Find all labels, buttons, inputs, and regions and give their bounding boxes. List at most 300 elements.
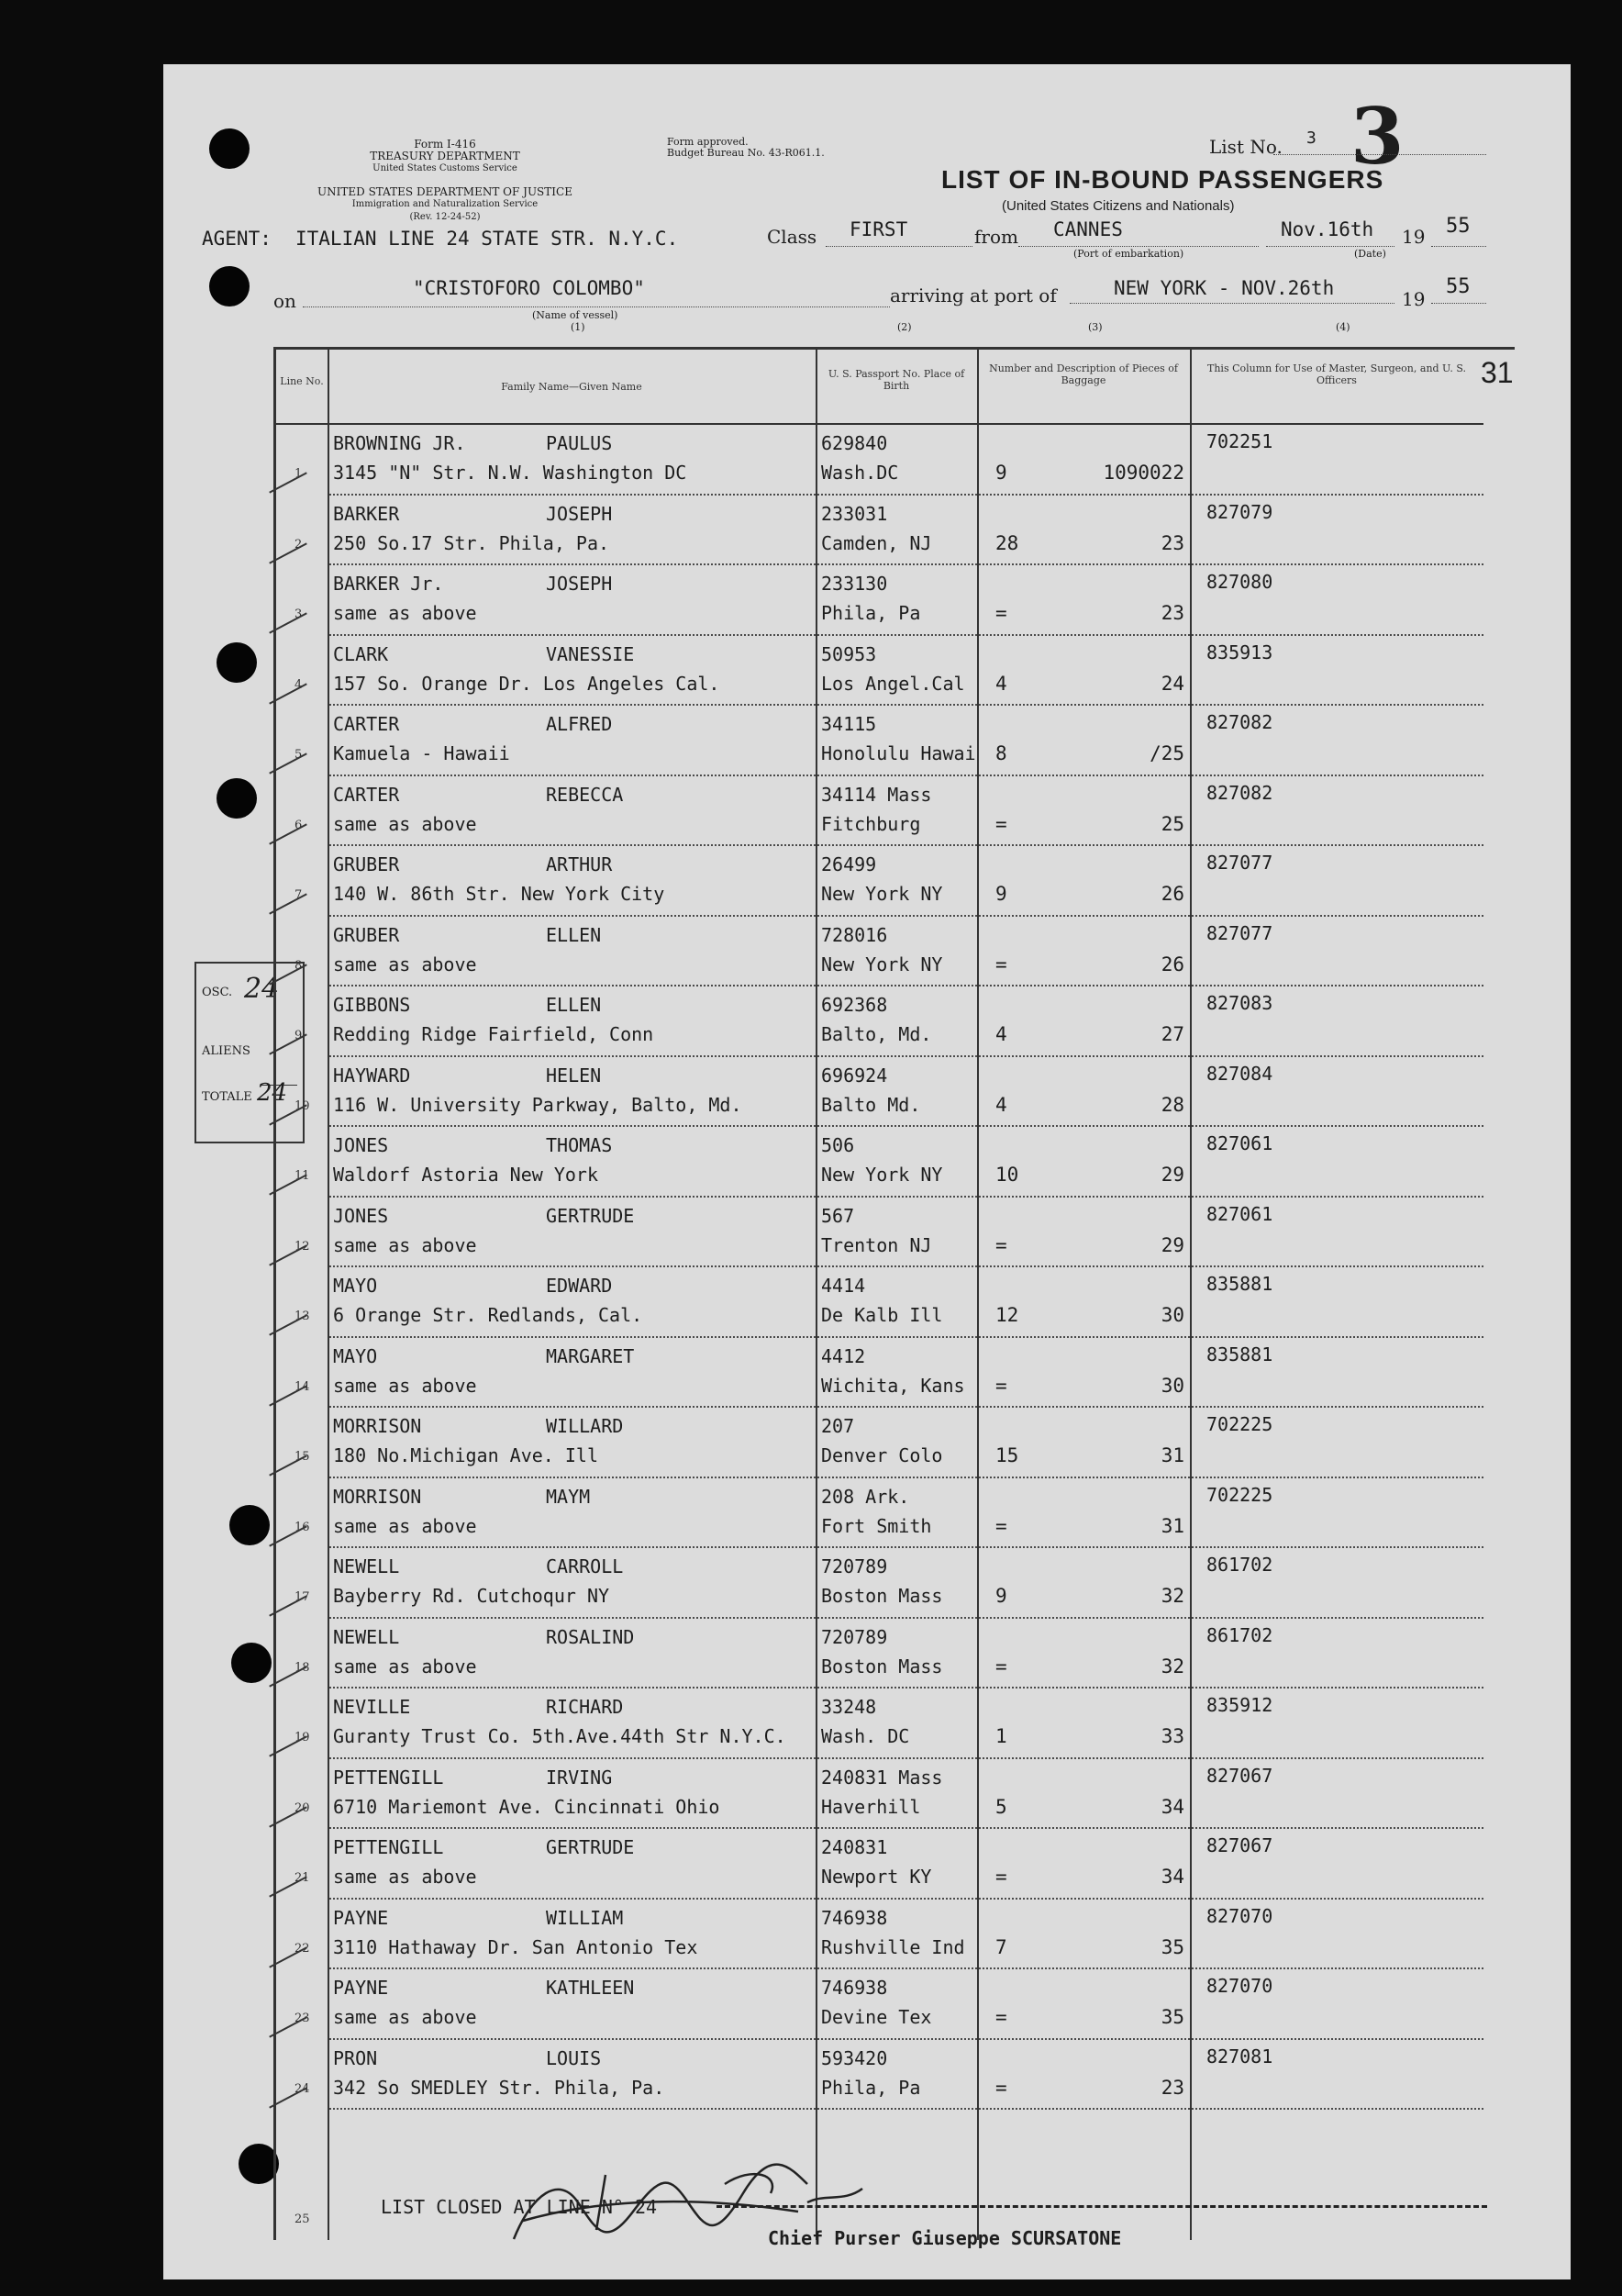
baggage-tag: 30	[1161, 1374, 1184, 1397]
line-number: 20	[294, 1800, 310, 1815]
baggage-tag: 30	[1161, 1304, 1184, 1326]
baggage-tag: 23	[1161, 602, 1184, 624]
baggage-tag: /25	[1150, 742, 1184, 764]
line-number: 21	[294, 1871, 310, 1885]
line-number: 11	[294, 1169, 310, 1183]
passenger-table	[273, 347, 1515, 2249]
check-mark	[269, 1314, 307, 1335]
year-line	[1431, 303, 1486, 304]
baggage-pieces: =	[995, 953, 1007, 975]
officer-number: 702251	[1206, 430, 1273, 452]
family-name: PRON	[333, 2046, 378, 2069]
baggage-tag: 23	[1161, 531, 1184, 554]
officer-number: 861702	[1206, 1623, 1273, 1646]
list-number: 3	[1350, 91, 1405, 182]
year-prefix: 19	[1402, 226, 1426, 248]
check-mark	[269, 1946, 307, 1967]
given-name: GERTRUDE	[546, 1836, 635, 1858]
baggage-pieces: 7	[995, 1935, 1007, 1958]
line-number: 25	[294, 2212, 310, 2226]
family-name: PETTENGILL	[333, 1836, 444, 1858]
line-number: 19	[294, 1731, 310, 1744]
line-number: 13	[294, 1310, 310, 1323]
given-name: RICHARD	[546, 1696, 624, 1718]
form-approved: Form approved.	[667, 136, 749, 148]
officer-number: 702225	[1206, 1413, 1273, 1435]
officer-number: 827083	[1206, 992, 1273, 1014]
baggage-pieces: 4	[995, 1093, 1007, 1116]
treasury-department: TREASURY DEPARTMENT	[370, 150, 520, 162]
vessel-name: "CRISTOFORO COLOMBO"	[413, 277, 645, 299]
address: 140 W. 86th Str. New York City	[333, 883, 665, 905]
baggage-tag: 33	[1161, 1725, 1184, 1747]
from-label: from	[974, 226, 1018, 248]
family-name: BARKER	[333, 502, 400, 525]
place-of-birth: Boston Mass	[821, 1585, 943, 1607]
given-name: THOMAS	[546, 1134, 613, 1156]
passport-number: 746938	[821, 1906, 888, 1929]
list-no-line	[1273, 154, 1486, 155]
given-name: HELEN	[546, 1064, 602, 1087]
passport-number: 50953	[821, 642, 877, 665]
family-name: GRUBER	[333, 923, 400, 946]
column-header-name: Family Name—Given Name	[501, 381, 642, 393]
family-name: HAYWARD	[333, 1064, 411, 1087]
arrival-year: 55	[1446, 275, 1471, 298]
passport-number: 33248	[821, 1696, 877, 1718]
given-name: LOUIS	[546, 2046, 602, 2069]
family-name: CLARK	[333, 642, 389, 665]
officer-number: 861702	[1206, 1554, 1273, 1576]
place-of-birth: Boston Mass	[821, 1655, 943, 1677]
row-rule	[329, 844, 1483, 846]
place-of-birth: Wichita, Kans	[821, 1374, 965, 1397]
line-number: 12	[294, 1239, 310, 1254]
officer-number: 827077	[1206, 852, 1273, 874]
baggage-pieces: 9	[995, 883, 1007, 905]
row-rule	[329, 563, 1483, 565]
place-of-birth: Haverhill	[821, 1795, 921, 1818]
baggage-tag: 34	[1161, 1866, 1184, 1888]
year-line	[1431, 246, 1486, 247]
check-mark	[269, 1666, 307, 1687]
line-number: 7	[294, 888, 303, 902]
check-mark	[269, 1174, 307, 1195]
row-rule	[329, 1336, 1483, 1338]
column-header-passport: U. S. Passport No. Place of Birth	[828, 368, 965, 392]
given-name: ARTHUR	[546, 853, 613, 875]
place-of-birth: Balto, Md.	[821, 1023, 932, 1045]
address: same as above	[333, 602, 477, 624]
officer-number: 835912	[1206, 1694, 1273, 1716]
address: same as above	[333, 812, 477, 835]
check-mark	[269, 472, 307, 493]
agent-name: ITALIAN LINE 24 STATE STR. N.Y.C.	[295, 228, 679, 250]
passport-number: 34114 Mass	[821, 783, 932, 806]
given-name: ROSALIND	[546, 1625, 635, 1648]
row-rule	[329, 1827, 1483, 1829]
class-line	[826, 246, 972, 247]
place-of-birth: Balto Md.	[821, 1093, 921, 1116]
given-name: CARROLL	[546, 1555, 624, 1577]
check-mark	[269, 964, 307, 985]
class-label: Class	[767, 226, 817, 248]
officer-number: 827079	[1206, 500, 1273, 523]
given-name: JOSEPH	[546, 502, 613, 525]
officer-number: 827070	[1206, 1975, 1273, 1997]
form-revision: (Rev. 12-24-52)	[409, 212, 481, 222]
row-rule	[329, 1125, 1483, 1127]
line-number: 5	[294, 748, 303, 762]
family-name: MAYO	[333, 1344, 378, 1367]
officer-number: 835913	[1206, 641, 1273, 663]
check-mark	[269, 1876, 307, 1897]
address: Redding Ridge Fairfield, Conn	[333, 1023, 654, 1045]
date-line	[1266, 246, 1394, 247]
row-rule	[329, 1055, 1483, 1057]
place-of-birth: Phila, Pa	[821, 602, 921, 624]
row-rule	[329, 2108, 1483, 2110]
place-of-birth: Los Angel.Cal	[821, 672, 965, 695]
punch-hole	[229, 1505, 270, 1545]
officer-number: 827082	[1206, 781, 1273, 804]
osc-value: 24	[244, 973, 280, 1005]
passport-number: 240831 Mass	[821, 1766, 943, 1789]
form-number: Form I-416	[414, 138, 476, 150]
baggage-pieces: =	[995, 1233, 1007, 1256]
on-label: on	[273, 290, 296, 312]
check-mark	[269, 1385, 307, 1406]
given-name: PAULUS	[546, 432, 613, 454]
check-mark	[269, 1455, 307, 1476]
arrival-line	[1070, 303, 1394, 304]
budget-bureau: Budget Bureau No. 43-R061.1.	[667, 147, 825, 159]
punch-hole	[209, 266, 250, 307]
given-name: ALFRED	[546, 713, 613, 735]
family-name: BARKER Jr.	[333, 573, 444, 595]
totale-label: TOTALE	[202, 1090, 252, 1104]
punch-hole	[217, 642, 257, 683]
customs-service: United States Customs Service	[372, 163, 517, 173]
baggage-pieces: =	[995, 2076, 1007, 2099]
passport-number: 233031	[821, 502, 888, 525]
given-name: ELLEN	[546, 994, 602, 1016]
totale-value: 24	[257, 1079, 288, 1107]
place-of-birth: Rushville Ind	[821, 1935, 965, 1958]
place-of-birth: Fitchburg	[821, 812, 921, 835]
given-name: GERTRUDE	[546, 1204, 635, 1227]
place-of-birth: Newport KY	[821, 1866, 932, 1888]
given-name: WILLIAM	[546, 1906, 624, 1929]
line-number: 3	[294, 607, 303, 621]
officer-number: 827067	[1206, 1764, 1273, 1787]
given-name: MAYM	[546, 1485, 591, 1508]
row-rule	[329, 1898, 1483, 1900]
place-of-birth: New York NY	[821, 953, 943, 975]
family-name: PAYNE	[333, 1906, 389, 1929]
baggage-tag: 27	[1161, 1023, 1184, 1045]
officer-number: 827084	[1206, 1062, 1273, 1085]
given-name: REBECCA	[546, 783, 624, 806]
osc-label: OSC.	[202, 986, 233, 999]
family-name: BROWNING JR.	[333, 432, 466, 454]
passport-number: 692368	[821, 994, 888, 1016]
passport-number: 567	[821, 1204, 855, 1227]
row-rule	[329, 1967, 1483, 1969]
address: same as above	[333, 1233, 477, 1256]
baggage-tag: 31	[1161, 1514, 1184, 1537]
place-of-birth: Honolulu Hawai	[821, 742, 976, 764]
place-of-birth: Denver Colo	[821, 1444, 943, 1466]
caption-4: (4)	[1336, 321, 1350, 333]
baggage-tag: 31	[1161, 1444, 1184, 1466]
page-subtitle: (United States Citizens and Nationals)	[1002, 198, 1235, 214]
list-no-label: List No.	[1209, 136, 1283, 158]
baggage-tag: 32	[1161, 1655, 1184, 1677]
line-number: 10	[294, 1098, 310, 1113]
baggage-tag: 35	[1161, 1935, 1184, 1958]
row-rule	[329, 634, 1483, 636]
punch-hole	[217, 778, 257, 819]
punch-hole	[231, 1643, 272, 1683]
list-no-small: 3	[1306, 128, 1316, 148]
column-header-line: Line No.	[280, 375, 324, 387]
line-number: 14	[294, 1379, 310, 1394]
line-number: 6	[294, 818, 303, 832]
department-of-justice: UNITED STATES DEPARTMENT OF JUSTICE	[317, 185, 572, 198]
given-name: EDWARD	[546, 1275, 613, 1297]
address: same as above	[333, 1514, 477, 1537]
address: same as above	[333, 1655, 477, 1677]
place-of-birth: Fort Smith	[821, 1514, 932, 1537]
line-number: 4	[294, 677, 303, 692]
baggage-pieces: =	[995, 2006, 1007, 2028]
passport-number: 746938	[821, 1977, 888, 1999]
passport-number: 629840	[821, 432, 888, 454]
list-closed-note: LIST CLOSED AT LINE N° 24	[381, 2196, 658, 2218]
caption-1: (1)	[571, 321, 585, 333]
check-mark	[269, 612, 307, 633]
family-name: JONES	[333, 1204, 389, 1227]
officer-number: 827070	[1206, 1904, 1273, 1927]
officer-number: 827077	[1206, 921, 1273, 944]
check-mark	[269, 893, 307, 914]
chief-purser: Chief Purser Giuseppe SCURSATONE	[768, 2227, 1122, 2249]
given-name: MARGARET	[546, 1344, 635, 1367]
check-mark	[269, 1735, 307, 1756]
check-mark	[269, 1033, 307, 1054]
immigration-service: Immigration and Naturalization Service	[351, 199, 539, 209]
handwritten-signature	[495, 2138, 890, 2257]
place-of-birth: Wash. DC	[821, 1725, 910, 1747]
line-number: 15	[294, 1450, 310, 1464]
arrival-port: NEW YORK - NOV.26th	[1114, 277, 1335, 299]
place-of-birth: Phila, Pa	[821, 2076, 921, 2099]
family-name: MORRISON	[333, 1485, 422, 1508]
officer-number: 702225	[1206, 1483, 1273, 1506]
row-rule	[329, 704, 1483, 706]
passport-number: 240831	[821, 1836, 888, 1858]
row-rule	[329, 1546, 1483, 1548]
class-value: FIRST	[850, 218, 908, 240]
row-rule	[329, 1265, 1483, 1267]
page-title: LIST OF IN-BOUND PASSENGERS	[941, 165, 1384, 194]
baggage-pieces: =	[995, 812, 1007, 835]
sheet-count: 31	[1481, 356, 1514, 389]
check-mark	[269, 2087, 307, 2108]
line-number: 9	[294, 1029, 303, 1042]
check-mark	[269, 2016, 307, 2037]
row-rule	[329, 775, 1483, 776]
place-of-birth: De Kalb Ill	[821, 1304, 943, 1326]
place-of-birth: New York NY	[821, 883, 943, 905]
row-rule	[329, 1406, 1483, 1408]
line-number: 2	[294, 537, 303, 552]
family-name: CARTER	[333, 713, 400, 735]
line-number: 23	[294, 2012, 310, 2025]
passport-number: 593420	[821, 2046, 888, 2069]
row-rule	[329, 1617, 1483, 1619]
passport-number: 26499	[821, 853, 877, 875]
given-name: KATHLEEN	[546, 1977, 635, 1999]
caption-2: (2)	[897, 321, 912, 333]
baggage-tag: 34	[1161, 1795, 1184, 1818]
address: same as above	[333, 953, 477, 975]
officer-number: 835881	[1206, 1273, 1273, 1295]
line-number: 18	[294, 1660, 310, 1675]
family-name: GRUBER	[333, 853, 400, 875]
address: 3110 Hathaway Dr. San Antonio Tex	[333, 1935, 698, 1958]
family-name: MORRISON	[333, 1415, 422, 1437]
baggage-tag: 26	[1161, 953, 1184, 975]
aliens-label: ALIENS	[202, 1044, 250, 1058]
check-mark	[269, 542, 307, 563]
given-name: ELLEN	[546, 923, 602, 946]
address: Waldorf Astoria New York	[333, 1164, 598, 1186]
baggage-pieces: 15	[995, 1444, 1019, 1466]
baggage-pieces: 5	[995, 1795, 1007, 1818]
departure-year: 55	[1446, 215, 1471, 238]
baggage-tag: 25	[1161, 812, 1184, 835]
address: same as above	[333, 1374, 477, 1397]
check-mark	[269, 683, 307, 704]
baggage-pieces: 8	[995, 742, 1007, 764]
baggage-tag: 24	[1161, 672, 1184, 695]
row-rule	[329, 2038, 1483, 2040]
address: 116 W. University Parkway, Balto, Md.	[333, 1093, 742, 1116]
check-mark	[269, 752, 307, 774]
officer-number: 827082	[1206, 711, 1273, 733]
check-mark	[269, 1806, 307, 1827]
family-name: JONES	[333, 1134, 389, 1156]
family-name: CARTER	[333, 783, 400, 806]
passport-number: 207	[821, 1415, 855, 1437]
baggage-pieces: 9	[995, 1585, 1007, 1607]
check-mark	[269, 1244, 307, 1265]
passport-number: 720789	[821, 1625, 888, 1648]
baggage-tag: 29	[1161, 1233, 1184, 1256]
family-name: PAYNE	[333, 1977, 389, 1999]
header-rule	[276, 423, 1483, 425]
punch-hole	[209, 128, 250, 169]
baggage-pieces: 4	[995, 672, 1007, 695]
line-number: 1	[294, 467, 303, 481]
arriving-label: arriving at port of	[890, 284, 1057, 307]
baggage-pieces: 9	[995, 462, 1007, 484]
address: Bayberry Rd. Cutchoqur NY	[333, 1585, 610, 1607]
family-name: NEVILLE	[333, 1696, 411, 1718]
passport-number: 4412	[821, 1344, 866, 1367]
baggage-tag: 28	[1161, 1093, 1184, 1116]
passport-number: 506	[821, 1134, 855, 1156]
line-number: 24	[294, 2081, 310, 2096]
row-rule	[329, 915, 1483, 917]
baggage-pieces: 4	[995, 1023, 1007, 1045]
family-name: GIBBONS	[333, 994, 411, 1016]
family-name: PETTENGILL	[333, 1766, 444, 1789]
baggage-pieces: =	[995, 602, 1007, 624]
line-number: 17	[294, 1590, 310, 1604]
baggage-pieces: =	[995, 1866, 1007, 1888]
officer-number: 827061	[1206, 1202, 1273, 1225]
row-rule	[329, 1757, 1483, 1759]
place-of-birth: Devine Tex	[821, 2006, 932, 2028]
address: 180 No.Michigan Ave. Ill	[333, 1444, 598, 1466]
passport-number: 728016	[821, 923, 888, 946]
column-header-baggage: Number and Description of Pieces of Baggage	[989, 362, 1178, 386]
port-of-embarkation: CANNES	[1053, 218, 1123, 240]
address: same as above	[333, 2006, 477, 2028]
given-name: IRVING	[546, 1766, 613, 1789]
departure-date: Nov.16th	[1281, 218, 1374, 240]
passport-number: 696924	[821, 1064, 888, 1087]
family-name: NEWELL	[333, 1625, 400, 1648]
baggage-tag: 1090022	[1103, 462, 1184, 484]
baggage-tag: 29	[1161, 1164, 1184, 1186]
row-rule	[329, 494, 1483, 496]
check-mark	[269, 823, 307, 844]
address: 342 So SMEDLEY Str. Phila, Pa.	[333, 2076, 665, 2099]
line-number: 22	[294, 1941, 310, 1956]
place-of-birth: New York NY	[821, 1164, 943, 1186]
passport-number: 233130	[821, 573, 888, 595]
port-embark-caption: (Port of embarkation)	[1073, 248, 1184, 260]
given-name: VANESSIE	[546, 642, 635, 665]
check-mark	[269, 1525, 307, 1546]
row-rule	[329, 1196, 1483, 1198]
baggage-pieces: 28	[995, 531, 1019, 554]
address: 6 Orange Str. Redlands, Cal.	[333, 1304, 643, 1326]
column-header-officers: This Column for Use of Master, Surgeon, and U. S. Officers	[1207, 362, 1466, 386]
baggage-tag: 32	[1161, 1585, 1184, 1607]
officer-number: 827061	[1206, 1132, 1273, 1154]
row-rule	[329, 1477, 1483, 1478]
baggage-pieces: =	[995, 1374, 1007, 1397]
baggage-tag: 35	[1161, 2006, 1184, 2028]
place-of-birth: Camden, NJ	[821, 531, 932, 554]
family-name: NEWELL	[333, 1555, 400, 1577]
line-number: 16	[294, 1520, 310, 1534]
passport-number: 208 Ark.	[821, 1485, 910, 1508]
officer-number: 827080	[1206, 571, 1273, 593]
address: 157 So. Orange Dr. Los Angeles Cal.	[333, 672, 720, 695]
baggage-pieces: =	[995, 1514, 1007, 1537]
place-of-birth: Trenton NJ	[821, 1233, 932, 1256]
line-number: 8	[294, 958, 303, 973]
given-name: WILLARD	[546, 1415, 624, 1437]
baggage-pieces: =	[995, 1655, 1007, 1677]
given-name: JOSEPH	[546, 573, 613, 595]
